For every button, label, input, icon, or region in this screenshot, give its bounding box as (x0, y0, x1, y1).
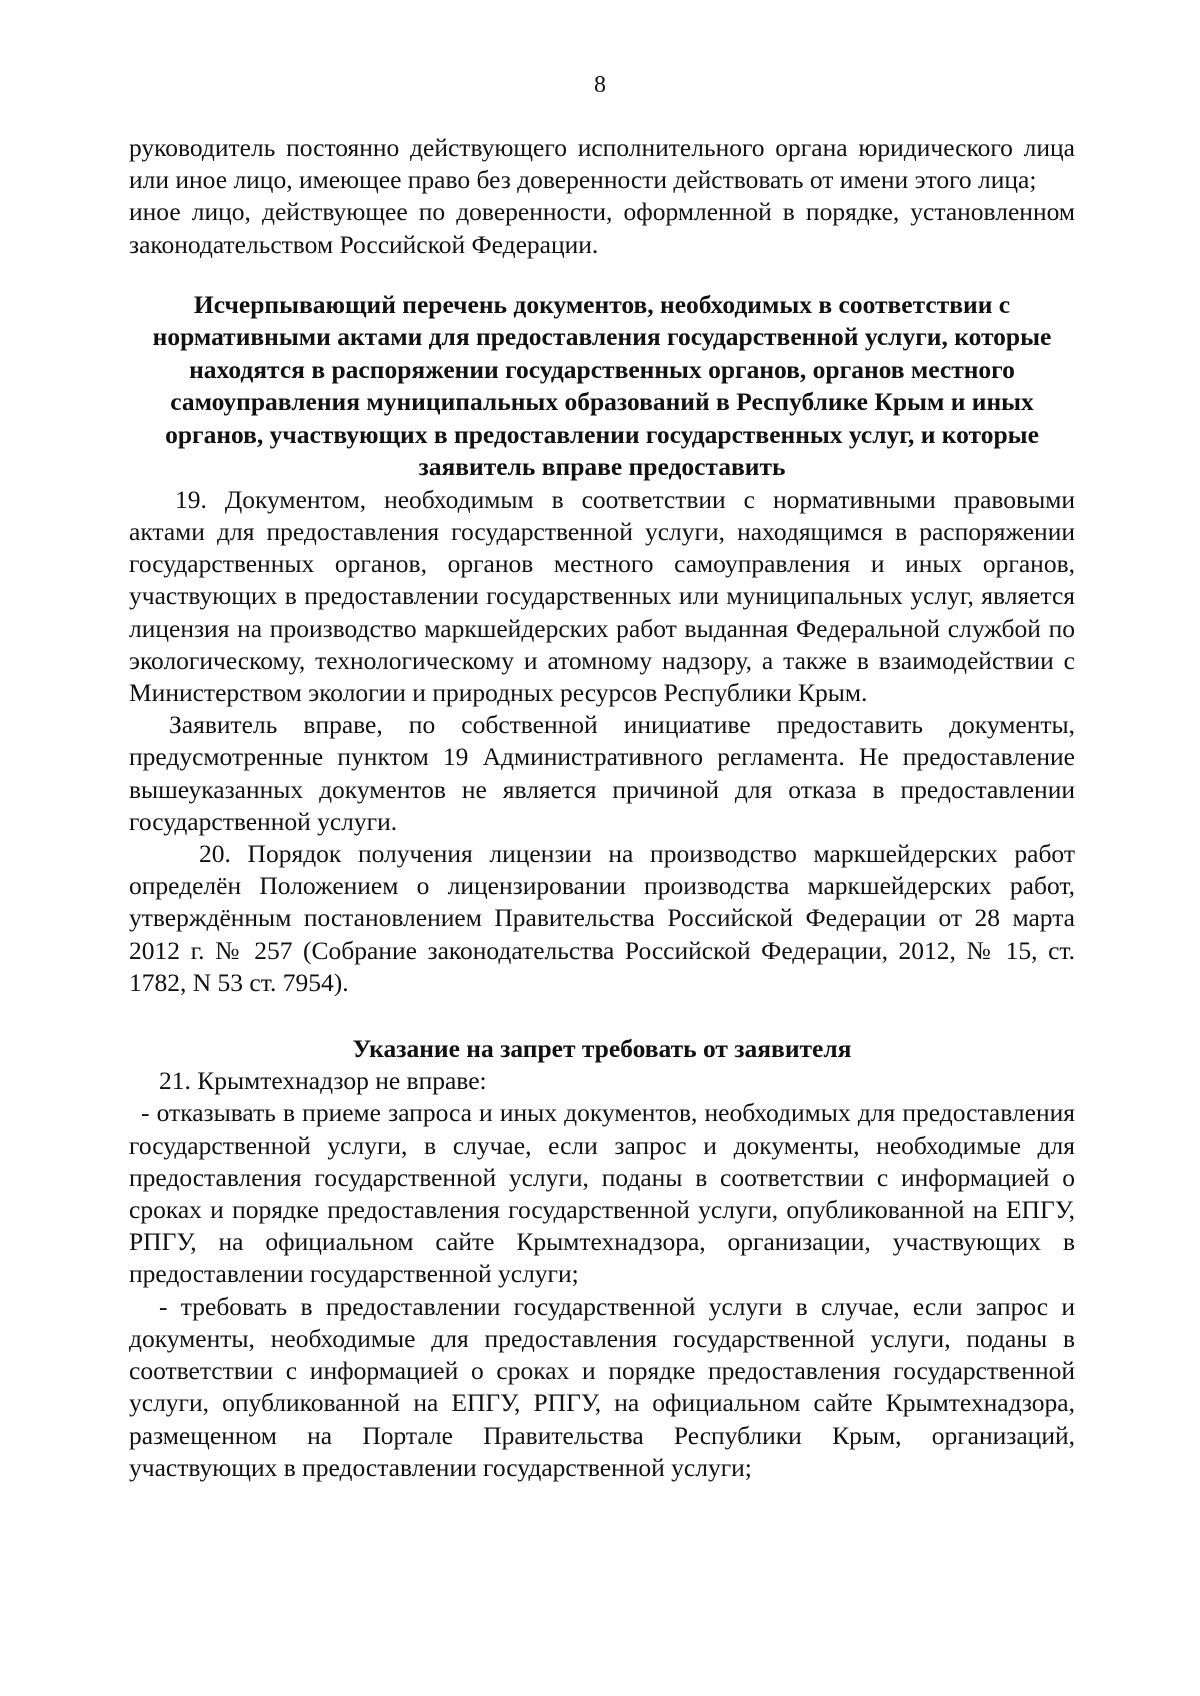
paragraph-19: 19. Документом, необходимым в соответствии с нормативными правовыми актами для предоставления государственной услуги, находящимся в распоряжении государственных органов, органов местного самоуправления и иных органов, участвующих в предоставлении государственных или муниципальных услуг, является лицензия на производство маркшейдерских работ выданная Федеральной службой по экологическому, технологическому и атомному надзору, а также в взаимодействии с Министерством экологии и природных ресурсов Республики Крым. (129, 484, 1075, 708)
paragraph-applicant-right: Заявитель вправе, по собственной инициативе предоставить документы, предусмотренные пунктом 19 Административного регламента. Не предоставление вышеуказанных документов не является причиной для отказа в предоставлении государственной услуги. (129, 710, 1075, 836)
document-body (129, 132, 1075, 1484)
intro-paragraph-2: иное лицо, действующее по доверенности, оформленной в порядке, установленном законодательством Российской Федерации. (129, 197, 1075, 259)
paragraph-21: 21. Крымтехнадзор не вправе: (159, 1066, 487, 1096)
section-heading-prohibition: Указание на запрет требовать от заявителя (352, 1034, 852, 1064)
intro-paragraph-1: руководитель постоянно действующего исполнительного органа юридического лица или иное лицо, имеющее право без доверенности действовать от имени этого лица; (129, 133, 1075, 195)
page-number: 8 (594, 72, 606, 98)
paragraph-20: 20. Порядок получения лицензии на производство маркшейдерских работ определён Положением о лицензировании производства маркшейдерских работ, утверждённым постановлением Правительства Российской Федерации от 28 марта 2012 г. № 257 (Собрание законодательства Российской Федерации, 2012, № 15, ст. 1782, N 53 ст. 7954). (129, 839, 1075, 997)
section-heading-documents: Исчерпывающий перечень документов, необходимых в соответствии с нормативными актами для предоставления государственной услуги, которые находятся в распоряжении государственных органов, органов местного самоуправления муниципальных образований в Республике Крым и иных органов, участвующих в предоставлении государственных услуг, и которые заявитель вправе предоставить (152, 289, 1052, 482)
list-item-require: - требовать в предоставлении государственной услуги в случае, если запрос и документы, необходимые для предоставления государственной услуги, поданы в соответствии с информацией о сроках и порядке предоставления государственной услуги, опубликованной на ЕПГУ, РПГУ, на официальном сайте Крымтехнадзора, размещенном на Портале Правительства Республики Крым, организаций, участвующих в предоставлении государственной услуги; (129, 1291, 1075, 1482)
list-item-refuse: - отказывать в приеме запроса и иных документов, необходимых для предоставления государственной услуги, в случае, если запрос и документы, необходимые для предоставления государственной услуги, поданы в соответствии с информацией о сроках и порядке предоставления государственной услуги, опубликованной на ЕПГУ, РПГУ, на официальном сайте Крымтехнадзора, организации, участвующих в предоставлении государственной услуги; (129, 1098, 1075, 1289)
